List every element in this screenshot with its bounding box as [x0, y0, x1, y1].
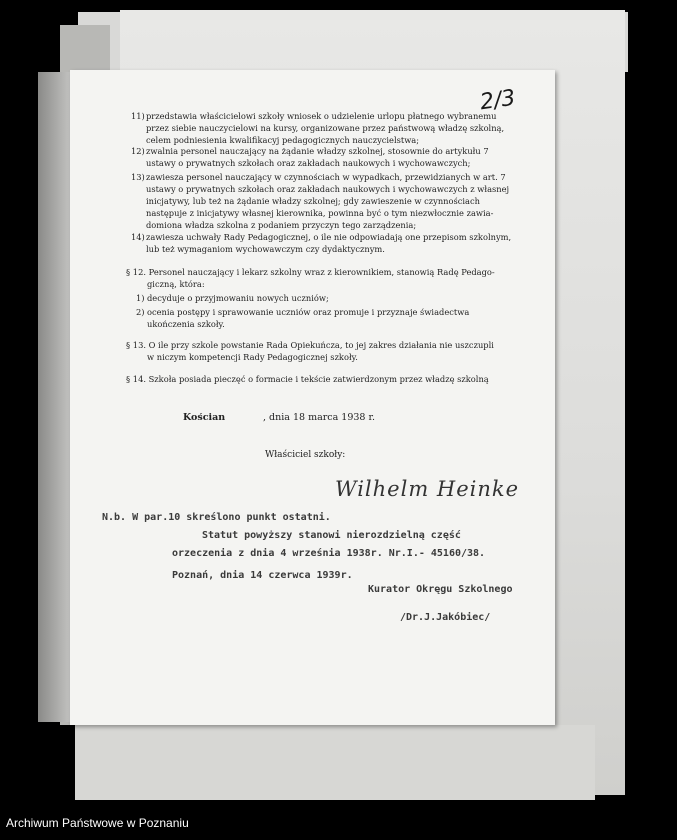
item-line: ustawy o prywatnych szkołach oraz zakładach naukowych i wychowawczych; [146, 158, 471, 168]
item-number: 11) [131, 111, 145, 121]
annotation-line: Poznań, dnia 14 czerwca 1939r. [172, 570, 353, 581]
item-line: domiona władza szkolna z podaniem przyczyn tego zarządzenia; [146, 220, 417, 230]
sub-item-line: decyduje o przyjmowaniu nowych uczniów; [147, 293, 329, 303]
item-line: lub też wymaganiom wychowawczym czy dydaktycznym. [146, 244, 385, 254]
item-line: przedstawia właścicielowi szkoły wniosek o udzielenie urlopu płatnego wybranemu [146, 111, 497, 121]
item-number: 13) [131, 172, 145, 182]
sub-item-number: 1) [136, 293, 145, 303]
item-line: zwalnia personel nauczający na żądanie władzy szkolnej, stosownie do artykułu 7 [146, 146, 489, 156]
item-line: celem podniesienia kwalifikacyj pedagogicznych nauczycielstwa; [146, 135, 420, 145]
paragraph-13-line: § 13. O ile przy szkole powstanie Rada Opiekuńcza, to jej zakres działania nie uszczupli [126, 340, 494, 350]
page-edge-strip [38, 72, 74, 722]
paragraph-12-line: § 12. Personel nauczający i lekarz szkolny wraz z kierownikiem, stanowią Radę Pedago- [126, 267, 495, 277]
paragraph-13-line: w niczym kompetencji Rady Pedagogicznej szkoły. [147, 352, 358, 362]
document-date: , dnia 18 marca 1938 r. [263, 412, 376, 423]
owner-label: Właściciel szkoły: [265, 450, 346, 460]
archive-number-marker: 2/3 [478, 85, 517, 116]
sub-item-line: ukończenia szkoły. [147, 319, 225, 329]
annotation-line: Statut powyższy stanowi nierozdzielną część [202, 530, 461, 541]
item-line: następuje z inicjatywy własnej kierownika, powinna być o tym niezwłocznie zawia- [146, 208, 494, 218]
archive-footer: Archiwum Państwowe w Poznaniu [6, 816, 189, 830]
paragraph-12-line: giczną, która: [147, 279, 205, 289]
annotation-line: /Dr.J.Jakóbiec/ [400, 612, 491, 623]
annotation-line: N.b. W par.10 skreślono punkt ostatni. [102, 512, 331, 523]
item-line: ustawy o prywatnych szkołach oraz zakładach naukowych i wychowawczych z własnej [146, 184, 510, 194]
sub-item-number: 2) [136, 307, 145, 317]
item-line: zawiesza uchwały Rady Pedagogicznej, o ile nie odpowiadają one przepisom szkolnym, [146, 232, 512, 242]
sub-item-line: ocenia postępy i sprawowanie uczniów oraz promuje i przyznaje świadectwa [147, 307, 470, 317]
item-line: przez siebie nauczycielowi na kursy, organizowane przez państwową władzę szkolną, [146, 123, 505, 133]
annotation-line: Kurator Okręgu Szkolnego [368, 584, 513, 595]
paragraph-14: § 14. Szkoła posiada pieczęć o formacie i tekście zatwierdzonym przez władzę szkolną [126, 374, 489, 384]
background-sheet-bottom [75, 725, 595, 800]
annotation-line: orzeczenia z dnia 4 września 1938r. Nr.I.- 45160/38. [172, 548, 486, 559]
item-number: 12) [131, 146, 145, 156]
item-line: inicjatywy, lub też na żądanie władzy szkolnej; gdy zawieszenie w czynnościach [146, 196, 480, 206]
place-name: Kościan [183, 412, 226, 423]
item-number: 14) [131, 232, 145, 242]
handwritten-signature: Wilhelm Heinke [335, 477, 520, 501]
item-line: zawiesza personel nauczający w czynnościach w wypadkach, przewidzianych w art. 7 [146, 172, 506, 182]
